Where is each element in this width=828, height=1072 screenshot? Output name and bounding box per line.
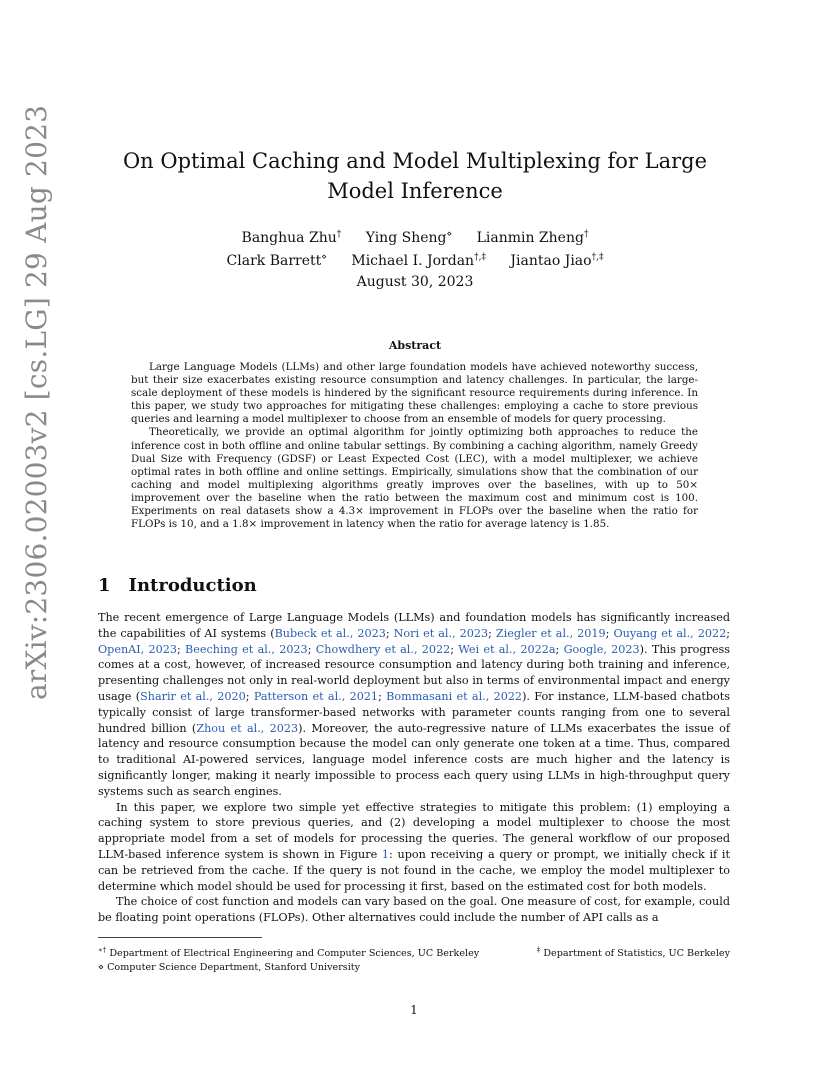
citation-link[interactable]: Sharir et al., 2020: [140, 689, 246, 703]
author-name: Michael I. Jordan: [351, 253, 475, 270]
body-text-run: : upon receiving a query or prompt, we initially check if it can be retrieved from the cache. If the query is not found in the cache, we employ the model multiplexer to determine which model should be used for processing it first, based on the estimated cost for both models.: [98, 847, 731, 893]
author-line-2: [95, 248, 735, 272]
citation-link[interactable]: Ziegler et al., 2019: [495, 626, 606, 640]
citation-link[interactable]: Ouyang et al., 2022: [613, 626, 727, 640]
citation-link[interactable]: Wei et al., 2022a: [458, 642, 556, 656]
footnote: [98, 961, 730, 975]
publication-date: August 30, 2023: [356, 274, 474, 290]
author-line-1: [95, 224, 735, 248]
abstract-paragraph: Theoretically, we provide an optimal algorithm for jointly optimizing both approaches to reduce the inference cost in both offline and online tabular settings. By combining a caching algorithm, namely Greedy Dual Size with Frequency (GDSF) or Least Expected Cost (LEC), with a model multiplexer, we achieve optimal rates in both offline and online settings. Empirically, simulations show that the combination of our caching and model multiplexing algorithms greatly improves over the baselines, with up to 50× improvement over the baseline when the ratio between the maximum cost and minimum cost is 100. Experiments on real datasets show a 4.3× improvement in FLOPs over the baseline when the ratio for FLOPs is 10, and a 1.8× improvement in latency when the ratio for average latency is 1.85.: [131, 426, 698, 531]
footnote-row: [98, 943, 730, 961]
body-text-run: The choice of cost function and models can vary based on the goal. One measure of cost, for example, could be floating point operations (FLOPs). Other alternatives could include the number of API calls as a: [98, 895, 730, 925]
author-name: Jiantao Jiao: [510, 253, 592, 270]
citation-link[interactable]: Zhou et al., 2023: [196, 721, 299, 735]
footnote: [98, 943, 479, 961]
citation-link[interactable]: Bubeck et al., 2023: [274, 626, 386, 640]
abstract-paragraph: Large Language Models (LLMs) and other large foundation models have achieved noteworthy success, but their size exacerbates existing resource consumption and latency challenges. In particular, the large-scale deployment of these models is hindered by the significant resource requirements during inference. In this paper, we study two approaches for mitigating these challenges: employing a cache to store previous queries and learning a model multiplexer to choose from an ensemble of models for query processing.: [131, 361, 698, 426]
body-paragraph: [98, 894, 730, 926]
body-text-run: ;: [726, 626, 730, 640]
author-affiliation-mark: ⋄: [321, 252, 327, 263]
citation-link[interactable]: Patterson et al., 2021: [253, 689, 379, 703]
author: [242, 230, 342, 246]
section-heading: [98, 575, 257, 596]
citation-link[interactable]: Beeching et al., 2023: [185, 642, 308, 656]
body-text-run: ;: [307, 642, 316, 656]
body-text-run: ;: [176, 642, 186, 656]
author-affiliation-mark: †: [583, 229, 589, 239]
page-number: 1: [410, 1003, 418, 1017]
citation-link[interactable]: 1: [381, 847, 390, 861]
author-affiliation-mark: †: [336, 229, 342, 239]
body-text-run: The recent emergence of Large Language Models (LLMs) and foundation models has significantly increased the capabilities of AI systems (: [98, 611, 730, 640]
body-text-run: ). For instance, LLM-based chatbots typically consist of large transformer-based networks with parameter counts ranging from one to several hundred billion (: [98, 689, 731, 735]
body-paragraph: [98, 800, 730, 895]
author: [227, 253, 327, 269]
body-text-run: ). This progress comes at a cost, however, of increased resource consumption and latency during both training and inference, presenting challenges not only in real-world deployment but also in terms of environmental impact and energy usage (: [98, 642, 730, 703]
footnote-mark: ⋄: [98, 962, 105, 974]
author-affiliation-mark: †,‡: [474, 252, 486, 263]
footnote: [537, 943, 730, 961]
body-text-run: ;: [378, 689, 387, 703]
author-affiliation-mark: †,‡: [591, 252, 604, 263]
author: [351, 253, 486, 269]
citation-link[interactable]: Nori et al., 2023: [393, 626, 489, 640]
author-affiliation-mark: ⋄: [446, 229, 453, 239]
author-list: [95, 224, 735, 271]
footnotes: [98, 943, 730, 975]
citation-link[interactable]: Bommasani et al., 2022: [386, 689, 523, 703]
author-name: Ying Sheng: [365, 229, 447, 246]
section-title: Introduction: [128, 575, 257, 596]
body-text-run: ;: [385, 626, 394, 640]
section-number: 1: [98, 575, 111, 596]
citation-link[interactable]: Chowdhery et al., 2022: [315, 642, 451, 656]
body-text-run: In this paper, we explore two simple yet effective strategies to mitigate this problem: (1) employing a caching system to store previous queries, and (2) developing a model multiplexer to choose the most appropriate model from a set of models for processing the queries. The general workflow of our proposed LLM-based inference system is shown in Figure: [98, 800, 730, 861]
footnote-mark: ‡: [536, 946, 541, 954]
author: [366, 230, 452, 246]
citation-link[interactable]: Google, 2023: [563, 642, 640, 656]
body-text-run: ;: [450, 642, 459, 656]
author: [510, 253, 603, 269]
arxiv-identifier-stamp[interactable]: arXiv:2306.02003v2 [cs.LG] 29 Aug 2023: [20, 104, 53, 700]
author: [477, 230, 589, 246]
citation-link[interactable]: OpenAI, 2023: [98, 642, 177, 656]
author-name: Lianmin Zheng: [476, 229, 584, 246]
body-text-run: ;: [488, 626, 496, 640]
introduction-body: [98, 610, 730, 926]
footnote-mark: ∗†: [98, 946, 107, 954]
author-name: Clark Barrett: [226, 253, 322, 270]
abstract-body: [131, 361, 698, 531]
body-text-run: ;: [605, 626, 614, 640]
body-text-run: ). Moreover, the auto-regressive nature of LLMs exacerbates the issue of latency and resource consumption because the model can only generate one token at a time. Thus, compared to traditional AI-powered services, language model inference costs are much higher and the latency is significantly longer, making it nearly impossible to process each query using LLMs in high-throughput query systems such as search engines.: [98, 721, 730, 798]
author-name: Banghua Zhu: [241, 229, 337, 246]
footnote-text: Department of Electrical Engineering and Computer Sciences, UC Berkeley: [109, 948, 480, 960]
paper-title: On Optimal Caching and Model Multiplexing for Large Model Inference: [122, 149, 708, 203]
footnote-text: Department of Statistics, UC Berkeley: [543, 948, 730, 960]
abstract-heading: Abstract: [388, 339, 442, 352]
footnote-text: Computer Science Department, Stanford University: [107, 962, 361, 974]
footnote-divider: [98, 937, 262, 938]
body-paragraph: [98, 610, 730, 800]
body-text-run: ;: [245, 689, 254, 703]
body-text-run: ;: [555, 642, 564, 656]
